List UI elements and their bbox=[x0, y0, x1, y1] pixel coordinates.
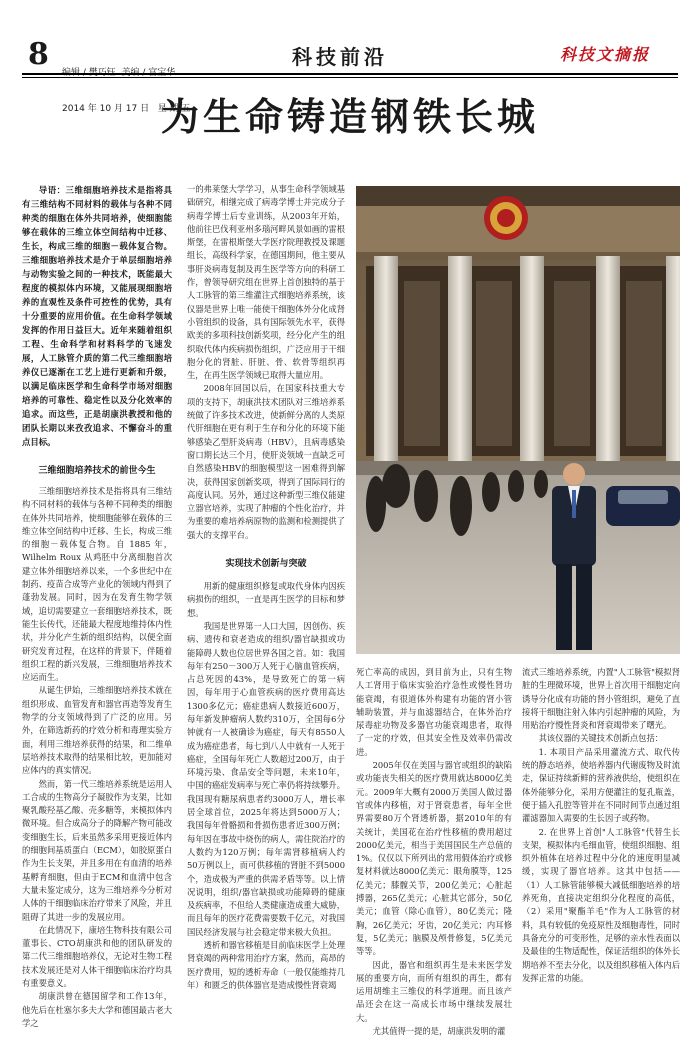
column-2 bbox=[187, 183, 345, 1043]
paragraph: 尤其值得一提的是，胡康洪发明的灌 bbox=[372, 1026, 506, 1037]
paragraph: 2. 在世界上首创"人工脉管"代替生长支架，模拟体内毛细血管，使组织细胞、组织外植体在培养过程中分化的速度明显减缓，实现了器官培养。这其中包括——（1）人工脉管能够模大减低细胞培养的培养死角，直接决定组织分化程度的高低，（2）采用"聚酯羊毛"作为人工脉管的材料，具有较低的免疫原性及细胞毒性，同时具备充分的可变形性，足够的亲水性表面以及最佳的生物适配性，保证活组织的体外长期培养不至去分化，以及组织移植入体内后发挥正常的功能。 bbox=[522, 826, 680, 983]
column-3-body bbox=[356, 666, 512, 1038]
paragraph: 流式三维培养系统，内置"人工脉管"模拟肾脏的生理微环境，世界上首次用干细胞定向诱导分化成有功能的肾小管组织，避免了直接将干细胞注射入体内引起肿瘤的风险，为用贴治疗慢性肾炎和肾衰竭带来了曙光。 bbox=[522, 667, 680, 731]
photo-illustration bbox=[356, 186, 680, 654]
paragraph: 一的弗莱堡大学学习，从事生命科学领域基础研究，相继完成了病毒学博士并完成分子病毒学博士后专业训练，从2003年开始，他前往巴伐利亚州多瑙河畔风景如画的雷根斯堡，在雷根斯堡大学医疗院理教授及课题组长，高级科学家，在德国期间，他主要从事肝炎病毒复制及再生医学等方向的科研工作，曾领导研究组在世界上首创独特的基于人工脉管的第三维灌注式细胞培养系统，该仪器是世界上唯一能使干细胞体外分化成肾小管组织的设备，具有国际领先水平，获得欧美的多项科技创新奖项，经分化产生的组织取代体内疾病损伤组织，广泛应用于干细胞分化的肾脏、肝脏、骨、软骨等组织再生，在再生医学领域已取得大量应用。 bbox=[187, 184, 345, 381]
paragraph: 透析和器官移植是目前临床医学上处理肾衰竭的两种常用治疗方案，然而，高昂的医疗费用，短的透析寿命（一般仅能维持几年）和匮乏的供体器官是造成慢性肾衰竭 bbox=[187, 940, 345, 990]
column-3 bbox=[356, 666, 512, 1046]
paragraph: 从诞生伊始，三维细胞培养技术就在组织形成、血管发育和器官再造等发育生物学的分支领域得到了广泛的应用。另外，在筛选新药的疗效分析和毒理实验方面，利用三维培养获得的结果，和二维单层培养技术取得的结果相比较，更加能对应体内的真实情况。 bbox=[22, 685, 172, 776]
paragraph: 用新的健康组织修复或取代身体内因疾病损伤的组织，一直是再生医学的目标和梦想。 bbox=[187, 581, 345, 618]
column-2-body bbox=[187, 183, 345, 542]
paragraph: 1. 本项目产品采用灌流方式、取代传统的静态培养，使培养器内代谢废物及时流走，保证持续新鲜的营养液供给，使组织在体外能够分化，采用方便灌注的复孔瓶盖，便于插入孔腔等管并在不同时间节点通过组灌滤器加入需要的生长因子或药物。 bbox=[522, 746, 680, 824]
column-4 bbox=[522, 666, 680, 1046]
paragraph: 我国是世界第一人口大国，因创伤、疾病、遗传和衰老造成的组织/器官缺损或功能障碍人数也位居世界各国之首。如：我国每年有250－300万人死于心脑血管疾病，占总死因的43%，是导致死亡的第一病因，每年用于心血管疾病的医疗费用高达1300多亿元；癌症患病人数接近600万，每年新发肿瘤病人数约310万，全国每6分钟就有一人被确诊为癌症，每天有8550人成为癌症患者，每七到八人中就有一人死于癌症，全国每年死亡人数超过200万，由于环境污染、食品安全等问题，未来10年，中国的癌症发病率与死亡率仍将持续攀升。我国现有糖尿病患者约3000万人，增长率居全球首位，2025年将达到5000万人；我国每年骨骼损和骨损伤患者近300万例；每年因在事故中烧伤的病人，需住院治疗的人数约为120万例；每年需肾移植病人约50万例以上，而可供移植的肾脏不到5000个，造成极为严重的供需矛盾等等。以上情况说明，组织/器官缺损或功能障碍的健康及疾病率，不但给人类健康造成重大威胁，而且每年的医疗花费需要数千亿元，对我国国民经济发展与社会稳定带来极大负担。 bbox=[187, 620, 345, 937]
column-1-body bbox=[22, 485, 172, 1030]
masthead-rule bbox=[22, 73, 678, 75]
page-headline: 为生命铸造钢铁长城 bbox=[160, 95, 539, 139]
paragraph: 死亡率高的成因，到目前为止，只有生物人工肾用于临床实验治疗急性或慢性肾功能衰竭，有很道体外构建有功能的肾小管辅助装置，并与血滤器结合，在体外治疗尿毒症功物及多器官功能衰竭患者，取得了一定的疗效，但其安全性及效率仍需改进。 bbox=[356, 667, 512, 757]
column-1 bbox=[22, 183, 172, 1043]
paragraph: 三维细胞培养技术是指将具有三维结构不同材料的载体与各种不同种类的细胞在体外共同培养，使细胞能够在载体的三维立体空间结构中迁移、生长，构成三维的细胞－载体复合物。自 1885 年，Wilhelm Roux 从鸡胚中分离细胞首次建立体外细胞培养以来，一个多世纪中在制药、疫苗合成等产业化的领域内得到了蓬勃发展。同时，因为在发育生物学领域，追切需要建立一套细胞培养技术，既能生长传代，还能最大程度地维持体内性状，并分化产生新的组织结构，以便全面研究发育过程，在这样的背景下，伴随着组织工程的新兴发展，三维细胞培养技术应运而生。 bbox=[22, 486, 172, 683]
column-2-body-b bbox=[187, 580, 345, 992]
subhead-innovation: 实现技术创新与突破 bbox=[225, 559, 307, 570]
lead-paragraph: 导语：三维细胞培养技术是指将具有三维结构不同材料的载体与各种不同种类的细胞在体外共同培养，使细胞能够在载体的三维立体空间结构中迁移、生长，构成三维的细胞－载体复合物。三维细胞培养技术是介于单层细胞培养与动物实验之间的一种技术，既能最大程度的模拟体内环境，又能展现细胞培养的直观性及条件可控性的优势，具有十分重要的应用价值。在生命科学领域发挥的作用日益巨大。近年来随着组织工程、生命科学和材料科学的飞速发展，人工脉管介质的第二代三维细胞培养仪已逐渐在工艺上进行更新和升级，以满足临床医学和生命科学市场对细胞培养的可靠性、稳定性以及分化效率的追求。而这些，正是胡康洪教授和他的团队长期以来孜孜追求、不懈奋斗的重点目标。 bbox=[22, 185, 172, 447]
paragraph: 2008年回国以后，在国家科技重大专项的支持下，胡康洪技术团队对三维培养系统做了许多技术改进，使新鲜分离的人类原代肝细胞在更有利于生存和分化的环境下能够感染乙型肝炎病毒（HBV），且病毒感染窗口期长达三个月，使肝炎领域一直缺乏可自然感染HBV的细胞模型这一困难得到解决，获得国家创新奖项，得到了国际同行的高度认同。另外，通过这种新型三维仪能建立器官培养，实现了肿瘤的个性化治疗，并为重要的难培养病原物的监测和检测提供了强大的支撑平台。 bbox=[187, 383, 345, 540]
paragraph: 因此，器官和组织再生是未来医学发展的重要方向，而所有组织的再生，都有运用胡维主三维仪的科学道理。而且该产品还会在这一高成长市场中继续发展壮大。 bbox=[356, 959, 512, 1023]
subhead-history: 三维细胞培养技术的前世今生 bbox=[38, 466, 156, 476]
paragraph: 2005年仅在美国与器官或组织的缺陷或功能丧失相关的医疗费用就达8000亿美元。2009年大概有2000万美国人做过器官或体内移植，对于肾衰患者，每年全世界需要80万个肾透析器，据2010年的有关统计，美国花在治疗性移植的费用超过2000亿美元，相当于美国国民生产总值的1%。仅仅以下所列出的常用假体治疗或修复材料就达8000亿美元：眼角膜等，125亿美元；膝髋关节，200亿美元；心脏起搏器，265亿美元；心脏其它部分，50亿美元；血管（除心血管），80亿美元；隆胸，26亿美元；牙齿，20亿美元；内耳修复，5亿美元；脑膜及颅骨修复，5亿美元等等。 bbox=[356, 760, 512, 957]
issue-date: 2014 年 10 月 17 日 星 期 五 bbox=[62, 104, 191, 114]
paragraph: 胡康洪曾在德国留学和工作13年，他先后在杜塞尔多夫大学和德国最古老大学之 bbox=[22, 991, 172, 1028]
brand-logo: 科技文摘报 bbox=[560, 45, 651, 64]
column-4-body bbox=[522, 666, 680, 985]
masthead-rule-thin bbox=[22, 77, 678, 78]
paragraph: 在此情况下，康培生物科技有限公司董事长、CTO胡康洪和他的团队研发的第二代三维细胞培养仪，无论对生物工程技术发展还是对人体干细胞临床治疗均具有重要意义。 bbox=[22, 924, 172, 988]
paragraph: 其该仪器的关键技术创新点包括： bbox=[538, 733, 664, 744]
section-title: 科技前沿 bbox=[292, 45, 388, 69]
paragraph: 然而，第一代三维培养系统是运用人工合成的生物高分子凝胶作为支架，比如聚乳酸羟基乙酸、壳多糖等，来模拟体内微环境。但合成高分子的降解产物可能改变细胞生长，后来虽然多采用更接近体内的细胞间基质蛋白（ECM），如胶原蛋白作为生长支架，并且多用在有血清的培养基孵育细胞，但由于ECM和血清中包含大量未鉴定成分，这为三维培养今分析对人体的干细胞临床治疗带来了风险，并且阻碍了其进一步的发展应用。 bbox=[22, 778, 172, 922]
page-number: 8 bbox=[28, 37, 49, 72]
photo-great-hall bbox=[356, 186, 680, 654]
